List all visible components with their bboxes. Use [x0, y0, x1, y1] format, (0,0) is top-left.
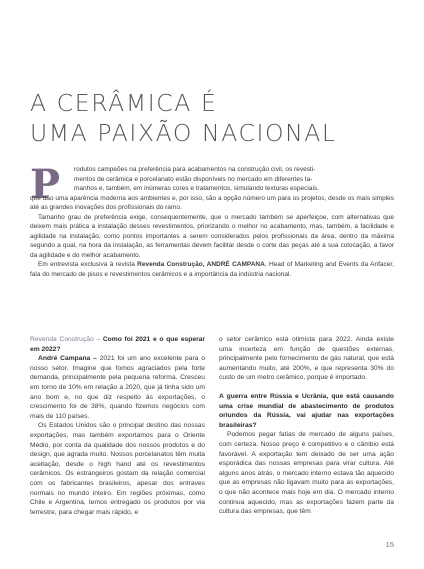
answer-1-speaker: André Campana – [38, 355, 97, 363]
page-title [30, 88, 337, 148]
column-left-paragraph-2: Os Estados Unidos são o principal destino das nossas exportações, mas também exportamos para o Oriente Médio, por conta da qualidade dos nossos produtos e do design, que agrada muito. Nossos porcelanatos têm muita aceitação, desde o high hand até os revestimentos cerâmicos. Os estrangeiros gostam da relação comercial com os fabricantes brasileiros, apesar dos entraves normais no mundo inteiro. Em regiões próximas, como Chile e Argentina, temos entregado os produtos por via terrestre, para chegar mais rápido, e [30, 422, 205, 516]
drop-cap: P [30, 161, 61, 208]
answer-2: Podemos pegar fatias de mercado de alguns países, com certeza. Nosso preço é competitivo e o câmbio está favorável. A exportação tem deixado de ser uma ação esporádica das nossas empresas para virar cultura. Até alguns anos atrás, o mercado interno estava tão aquecido que as empresas não ligavam muito para as exportações, o que não acontece mais hoje em dia. O mercado interno continua aquecido, mas as exportações fazem parte da cultura das empresas, que têm [219, 431, 394, 516]
column-left [30, 335, 205, 550]
title-line-1: A CERÂMICA É [30, 89, 218, 117]
question-2: A guerra entre Rússia e Ucrânia, que está causando uma crise mundial de abastecimento de produtos oriundos da Rússia, vai ajudar nas exportações brasileiras? [219, 392, 394, 429]
intro-paragraph-1-line-2: mentos de cerâmica e porcelanato estão disponíveis no mercado em diferentes ta- [74, 175, 313, 183]
intro-p3-post: , Head of Marketing and Events da Anfacer, fala do mercado de pisos e revestimentos cerâmicos e a importância da indústria nacional. [30, 261, 394, 278]
page-number: 15 [385, 540, 394, 549]
intro-p3-bold: Revenda Construção, ANDRÉ CAMPANA [137, 261, 265, 268]
title-line-2: UMA PAIXÃO NACIONAL [30, 119, 337, 147]
intro-section [30, 161, 394, 279]
question-1-text: Como foi 2021 e o que esperar em 2022? [30, 336, 205, 353]
intro-paragraph-1-line-1: rodutos campeões na preferência para acabamentos na construção civil, os revesti- [74, 166, 316, 173]
intro-p3-pre: Em entrevista exclusiva à revista [38, 261, 138, 268]
column-right [219, 335, 394, 550]
interview-columns [30, 335, 394, 550]
intro-paragraph-1-line-3: manhos e, também, em inúmeras cores e tratamentos, simulando texturas especiais, [74, 185, 319, 192]
answer-1-text: 2021 foi um ano excelente para o nosso setor. Imagine que fomos agraciados pela forte demanda, principalmente pela pequena reforma. Cresceu em torno de 10% em relação a 2020, que já tinha sido um ano bom e, no que diz respeito às exportações, o crescimento foi de 38%, quando fizemos negócios com mais de 110 países. [30, 355, 205, 420]
column-right-paragraph-1: o setor cerâmico está otimista para 2022. Ainda existe uma incerteza em função de questões externas, principalmente pelo fornecimento de gás natural, que está aumentando muito, até 200%, e que representa 30% do custo de um metro cerâmico, porque é importado. [219, 336, 394, 382]
intro-paragraph-2: Tamanho grau de preferência exige, consequentemente, que o mercado também se aperfeiçoe, com alternativas que deixem mais prática a instalação desses revestimentos, priorizando o melhor no acabamento, mas, também, a facilidade e agilidade na instalação, como pontos importantes a serem considerados pelos profissionais da área, dentro da máxima segundo a qual, na hora da instalação, as ferramentas devem facilitar desde o corte das peças até a sua colocação, a favor da agilidade e do melhor acabamento. [30, 213, 394, 259]
intro-paragraph-1-rest: que dão uma aparência moderna aos ambientes e, por isso, são a opção número um para os projetos, desde os mais simples até as grandes inovações dos profissionais do ramo. [30, 194, 394, 211]
section-label: Revenda Construção – [30, 336, 101, 343]
answer-1 [30, 354, 205, 421]
intro-paragraph-3 [30, 260, 394, 279]
question-1 [30, 335, 205, 354]
